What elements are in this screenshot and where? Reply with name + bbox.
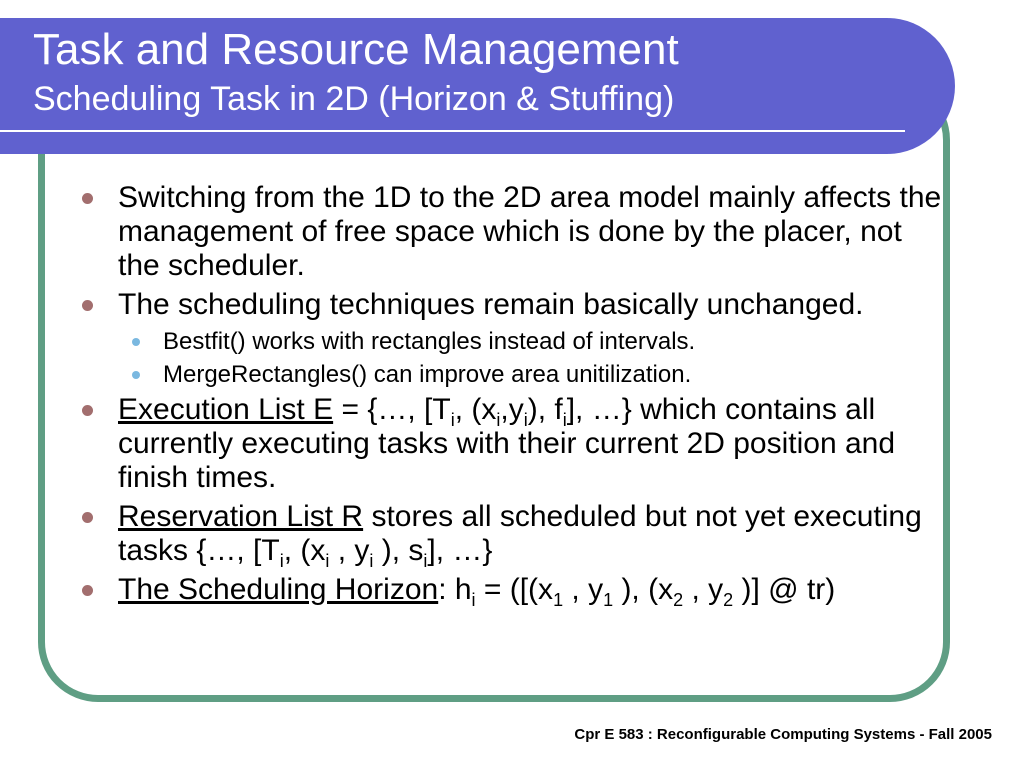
title-block [33,23,679,121]
bullet-item [80,393,950,495]
slide-title: Task and Resource Management [33,25,679,74]
term-execution-list: Execution List E [118,393,334,426]
title-underline [0,130,905,132]
slide-subtitle: Scheduling Task in 2D (Horizon & Stuffing) [33,80,675,118]
bullet-list [80,181,950,612]
sub-bullet-text: Bestfit() works with rectangles instead of intervals. [163,328,696,355]
bullet-item [80,573,950,610]
bullet-item [80,500,950,571]
bullet-item [80,181,950,283]
bullet-text: The scheduling techniques remain basically unchanged. [118,288,864,321]
sub-bullet-item [80,360,950,389]
scheduling-horizon-formula: : $h_i = ([(x_1$ , $y_1$ ), ($x_2$ , $y_2$ )] @ tr) [438,573,836,610]
bullet-icon [82,512,93,523]
bullet-text: Switching from the 1D to the 2D area model mainly affects the management of free space which is done by the placer, not the scheduler. [118,181,942,282]
slide-footer: Cpr E 583 : Reconfigurable Computing Systems - Fall 2005 [574,726,992,743]
sub-bullet-icon [132,338,140,346]
sub-bullet-icon [132,371,140,379]
reservation-list-formula: $_i$, ($x_i$ , $y_i$ ), $s_i$], …} [279,534,493,571]
bullet-text: which contains all currently executing tasks with their current 2D position and finish times. [118,393,896,494]
sub-bullet-item [80,327,950,356]
sub-bullet-text: MergeRectangles() can improve area unitilization. [163,361,692,388]
execution-list-formula: = {…, [$T_i$, $(x_i,y_i)$, $f_i$], …} [341,393,632,430]
bullet-icon [82,585,93,596]
bullet-icon [82,193,93,204]
bullet-icon [82,405,93,416]
bullet-text: stores all scheduled but not yet executing tasks {…, [T [118,500,922,567]
term-scheduling-horizon: The Scheduling Horizon [118,573,439,606]
bullet-icon [82,300,93,311]
term-reservation-list: Reservation List R [118,500,364,533]
bullet-item [80,288,950,322]
